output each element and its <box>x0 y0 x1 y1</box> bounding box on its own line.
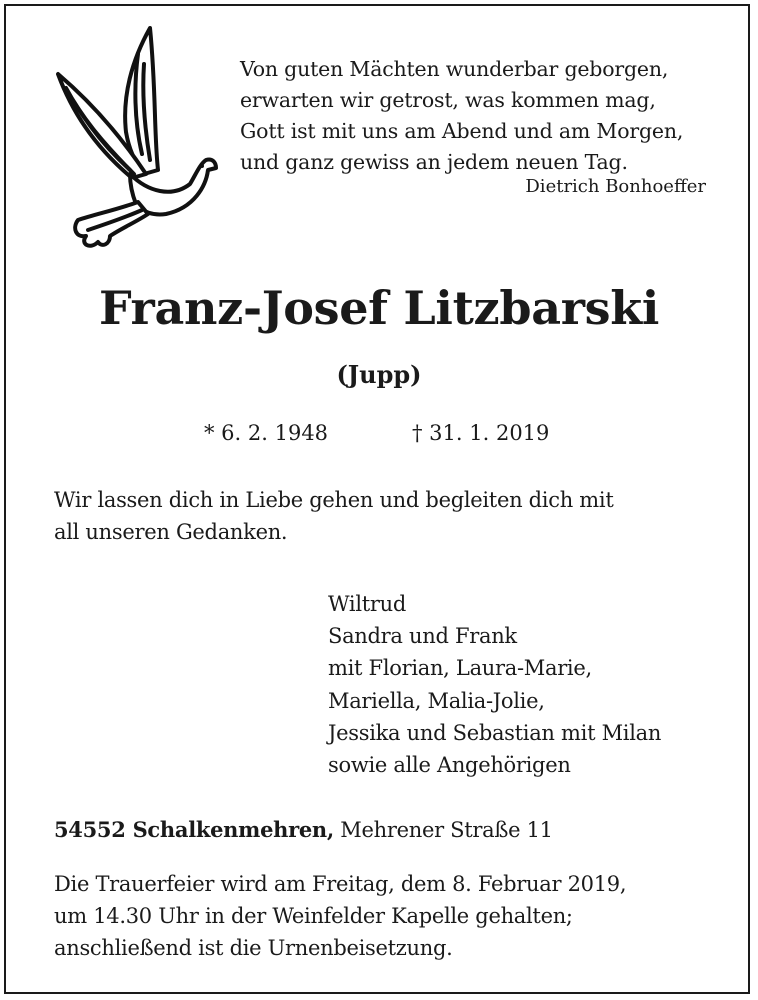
deceased-name: Franz-Josef Litzbarski <box>99 281 659 335</box>
address-street: Mehrener Straße 11 <box>333 818 553 842</box>
ceremony-line: anschließend ist die Urnenbeisetzung. <box>54 936 453 960</box>
mourner-line: Wiltrud <box>328 592 406 616</box>
dove-icon <box>50 24 220 254</box>
death-date: † 31. 1. 2019 <box>412 421 550 445</box>
poem <box>240 54 710 178</box>
poem-line: Von guten Mächten wunderbar geborgen, <box>240 57 669 81</box>
poem-line: erwarten wir getrost, was kommen mag, <box>240 88 656 112</box>
intro-line: all unseren Gedanken. <box>54 520 288 544</box>
ceremony-line: Die Trauerfeier wird am Freitag, dem 8. Februar 2019, <box>54 872 627 896</box>
ceremony-line: um 14.30 Uhr in der Weinfelder Kapelle gehalten; <box>54 904 573 928</box>
poem-author: Dietrich Bonhoeffer <box>525 176 706 197</box>
mourner-line: Jessika und Sebastian mit Milan <box>328 720 662 745</box>
intro-line: Wir lassen dich in Liebe gehen und begleiten dich mit <box>54 488 614 512</box>
mourners-list <box>328 588 728 781</box>
birth-date: * 6. 2. 1948 <box>204 421 329 445</box>
deceased-nickname: (Jupp) <box>336 360 422 389</box>
address-city: 54552 Schalkenmehren, <box>54 817 334 842</box>
address <box>54 814 714 846</box>
mourner-line: Sandra und Frank <box>328 624 517 649</box>
poem-line: Gott ist mit uns am Abend und am Morgen, <box>240 119 684 143</box>
mourner-line: mit Florian, Laura-Marie, <box>328 656 592 681</box>
poem-line: und ganz gewiss an jedem neuen Tag. <box>240 150 628 174</box>
mourner-line: sowie alle Angehörigen <box>328 753 571 778</box>
intro-text <box>54 484 714 548</box>
ceremony-text <box>54 868 714 964</box>
mourner-line: Mariella, Malia-Jolie, <box>328 688 545 713</box>
